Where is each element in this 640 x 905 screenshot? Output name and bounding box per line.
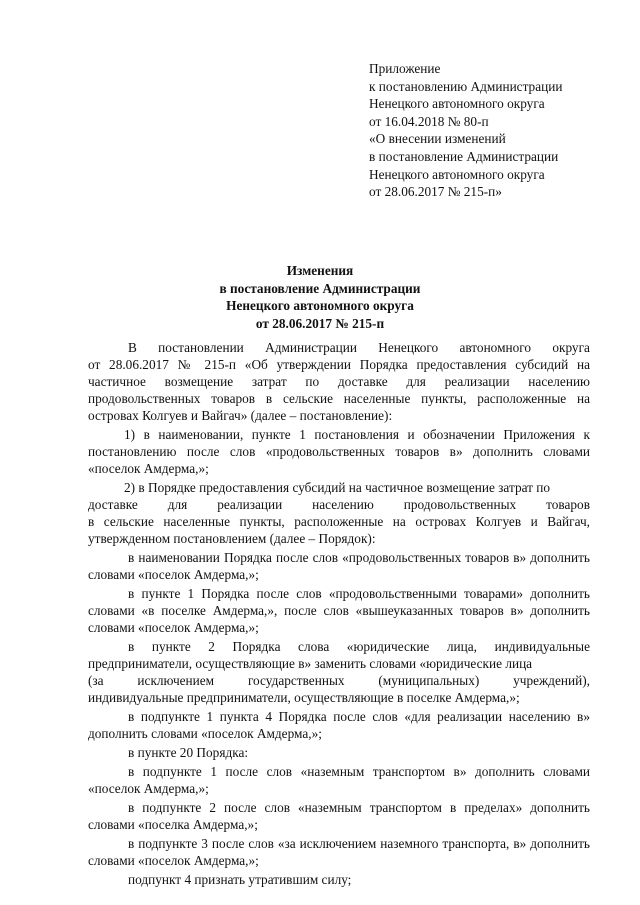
sub-item: в подпункте 2 после слов «наземным транспортом в пределах» дополнить словами «поселка Амдерма,»; [88, 800, 590, 832]
word: автономного [459, 340, 532, 355]
title-line: Ненецкого автономного округа [226, 298, 414, 314]
word: для [167, 497, 188, 512]
sub-item: в наименовании Порядка после слов «продовольственных товаров в» дополнить словами «поселок Амдерма,»; [88, 550, 590, 582]
appendix-line: Ненецкого автономного округа [369, 166, 545, 182]
word: продовольственных [403, 497, 517, 512]
sub-item: в подпункте 1 пункта 4 Порядка после слов «для реализации населению в» дополнить словами «поселок Амдерма,»; [88, 709, 590, 741]
appendix-line: от 16.04.2018 № 80-п [369, 113, 489, 129]
word: Ненецкого [378, 340, 439, 355]
word: В [128, 340, 137, 355]
word: доставке [88, 497, 138, 512]
title-line: Изменения [286, 263, 354, 278]
appendix-line: от 28.06.2017 № 215-п» [369, 184, 502, 200]
word: Администрации [265, 340, 357, 355]
title-line: в постановление Администрации [219, 280, 421, 296]
sub-item: в пункте 20 Порядка: [128, 745, 249, 760]
sub-item: подпункт 4 признать утратившим силу; [128, 872, 352, 887]
sub-item-p2-after: индивидуальные предприниматели, осуществляющие в поселке Амдерма,»; [88, 690, 520, 705]
word: (муниципальных) [378, 673, 480, 688]
sub-item: в подпункте 3 после слов «за исключением наземного транспорта, в» дополнить словами «поселок Амдерма,»; [88, 836, 590, 868]
word: населению [312, 497, 374, 512]
word: реализации [217, 497, 283, 512]
sub-item: в пункте 1 Порядка после слов «продовольственными товарами» дополнить словами «в поселке Амдерма,», после слов «вышеуказанных товаров в» дополнить словами «поселок Амдерма,»; [88, 586, 590, 635]
item-2 [88, 479, 590, 547]
word: постановлении [158, 340, 244, 355]
intro-text: от 28.06.2017 № 215-п «Об утверждении Порядка предоставления субсидий на частичное возмещение затрат по доставке для реализации населению продовольственных товаров в сельские населенные пункты, расположенные на островах Колгуев и Вайгач» (далее – постановление): [88, 357, 590, 423]
document-title [0, 262, 640, 332]
appendix-line: Ненецкого автономного округа [369, 96, 545, 112]
sub-item: в подпункте 1 после слов «наземным транспортом в» дополнить словами «поселок Амдерма,»; [88, 764, 590, 796]
word: (за [88, 673, 104, 688]
appendix-line: «О внесении изменений [369, 131, 506, 147]
appendix-header [369, 60, 562, 201]
word: исключением [137, 673, 215, 688]
appendix-line: к постановлению Администрации [369, 78, 563, 94]
sub-item-p2-middle [88, 672, 590, 689]
sub-item-p2-before: в пункте 2 Порядка слова «юридические лица, индивидуальные предприниматели, осуществляющие в» заменить словами «юридические лица [88, 639, 590, 671]
intro-paragraph [88, 339, 590, 424]
appendix-line: в постановление Администрации [369, 148, 559, 164]
document-body [88, 339, 590, 890]
word: товаров [546, 497, 590, 512]
word: округа [552, 340, 590, 355]
appendix-line: Приложение [369, 61, 441, 76]
word: государственных [247, 673, 345, 688]
word: учреждений), [513, 673, 590, 688]
item-2-rest: в сельские населенные пункты, расположенные на островах Колгуев и Вайгач, утвержденном постановлением (далее – Порядок): [88, 514, 590, 546]
sub-item-p2 [88, 638, 590, 706]
item-2-first-line: 2) в Порядке предоставления субсидий на частичное возмещение затрат по [124, 480, 551, 495]
item-1: 1) в наименовании, пункте 1 постановления и обозначении Приложения к постановлению после слов «продовольственных товаров в» дополнить словами «поселок Амдерма,»; [88, 427, 590, 476]
title-line: от 28.06.2017 № 215-п [255, 315, 385, 331]
item-2-second-line [88, 496, 590, 513]
intro-first-line [88, 339, 590, 356]
